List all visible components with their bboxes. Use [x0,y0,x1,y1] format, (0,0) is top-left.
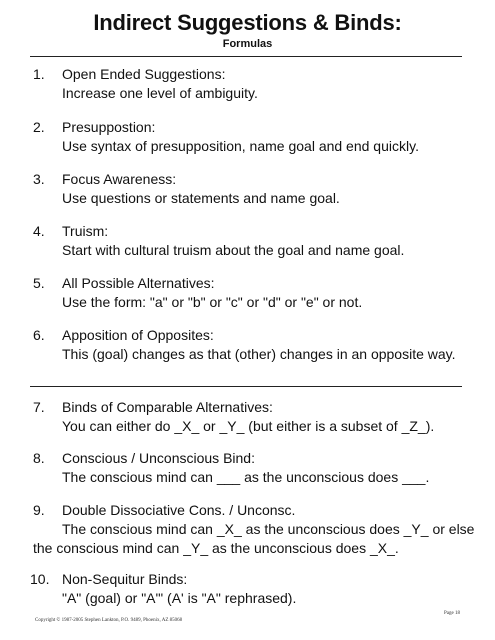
item-number: 3. [33,171,45,187]
item-heading: Double Dissociative Cons. / Unconsc. [62,502,296,518]
item-number: 4. [33,223,45,239]
item-number: 1. [33,66,45,82]
item-number: 2. [33,119,45,135]
item-number: 5. [33,275,45,291]
item-text: Use the form: "a" or "b" or "c" or "d" or "e" or not. [62,294,363,310]
top-divider [30,56,462,57]
item-heading: Truism: [62,223,109,239]
item-number: 10. [30,571,50,587]
item-text: "A" (goal) or "A'" (A' is "A" rephrased). [62,590,297,606]
item-text: The conscious mind can ___ as the unconscious does ___. [62,469,430,485]
item-number: 7. [33,399,45,415]
item-text: Increase one level of ambiguity. [62,85,258,101]
item-text: Use questions or statements and name goal. [62,190,340,206]
item-heading: Conscious / Unconscious Bind: [62,450,255,466]
item-heading: Binds of Comparable Alternatives: [62,399,273,415]
item-text-continued: the conscious mind can _Y_ as the unconscious does _X_. [33,540,399,556]
item-text: This (goal) changes as that (other) changes in an opposite way. [62,346,456,362]
item-heading: Apposition of Opposites: [62,327,214,343]
page-title: Indirect Suggestions & Binds: [93,10,402,35]
item-text: You can either do _X_ or _Y_ (but either is a subset of _Z_). [62,418,435,434]
item-number: 8. [33,450,45,466]
item-heading: Presuppostion: [62,119,156,135]
item-number: 6. [33,327,45,343]
page-subtitle: Formulas [222,38,273,50]
copyright-notice: Copyright © 1987-2005 Stephen Lankton, P.O. 9489, Phoenix, AZ 85068 [35,618,183,623]
item-heading: All Possible Alternatives: [62,275,215,291]
item-text: The conscious mind can _X_ as the unconscious does _Y_ or else [62,521,475,537]
item-heading: Focus Awareness: [62,171,177,187]
item-heading: Non-Sequitur Binds: [62,571,188,587]
item-text: Use syntax of presupposition, name goal and end quickly. [62,138,419,154]
item-number: 9. [33,502,45,518]
page-number: Page 18 [444,611,460,616]
item-heading: Open Ended Suggestions: [62,66,226,82]
item-text: Start with cultural truism about the goal and name goal. [62,242,405,258]
middle-divider [30,386,462,387]
